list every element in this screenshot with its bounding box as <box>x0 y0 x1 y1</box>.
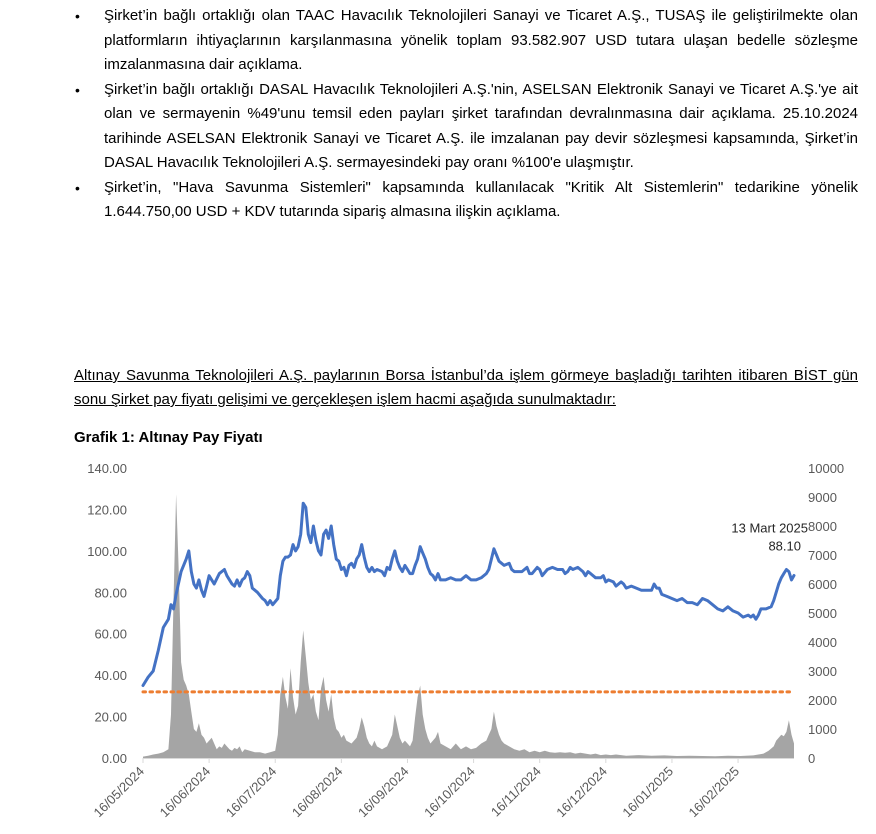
right-tick-label: 8000 <box>808 519 837 534</box>
right-tick-label: 4000 <box>808 635 837 650</box>
price-line <box>143 503 794 685</box>
disclosure-list <box>0 4 876 225</box>
left-tick-label: 60.00 <box>94 626 127 642</box>
left-tick-label: 40.00 <box>94 668 127 684</box>
right-tick-label: 1000 <box>808 722 837 737</box>
left-axis <box>87 461 127 766</box>
right-tick-label: 5000 <box>808 606 837 621</box>
bullet-icon: • <box>75 8 80 24</box>
right-tick-label: 2000 <box>808 693 837 708</box>
x-tick-label: 16/07/2024 <box>222 763 280 821</box>
x-tick-label: 16/08/2024 <box>288 763 346 821</box>
right-tick-label: 6000 <box>808 577 837 592</box>
x-tick-label: 16/10/2024 <box>421 763 478 821</box>
x-tick-label: 16/09/2024 <box>354 763 412 821</box>
chart-title: Grafik 1: Altınay Pay Fiyatı <box>74 429 263 446</box>
right-tick-label: 7000 <box>808 548 837 563</box>
price-volume-chart <box>0 455 876 834</box>
annotation-value: 88.10 <box>768 538 801 554</box>
bullet-icon: • <box>75 81 80 98</box>
x-tick-label: 16/01/2025 <box>619 763 677 821</box>
x-tick-label: 16/11/2024 <box>487 763 544 820</box>
right-tick-label: 9000 <box>808 490 837 505</box>
volume-area <box>143 494 794 758</box>
list-item <box>0 4 876 78</box>
right-tick-label: 0 <box>808 751 816 766</box>
left-tick-label: 80.00 <box>94 585 127 601</box>
disclosure-text: Şirket’in, "Hava Savunma Sistemleri" kapsamında kullanılacak "Kritik Alt Sistemlerin" tedarikine yönelik 1.644.750,00 USD + KDV tutarında sipariş almasına ilişkin açıklama. <box>104 178 858 220</box>
left-tick-label: 140.00 <box>87 461 127 476</box>
x-tick-label: 16/02/2025 <box>685 763 743 821</box>
x-axis <box>90 758 742 820</box>
list-item <box>0 78 876 176</box>
left-tick-label: 100.00 <box>87 543 127 559</box>
chart-intro-text: Altınay Savunma Teknolojileri A.Ş. paylarının Borsa İstanbul’da işlem görmeye başladığı tarihten itibaren BİST gün sonu Şirket pay fiyatı gelişimi ve gerçekleşen işlem hacmi aşağıda sunulmaktadır: <box>74 367 858 408</box>
x-tick-label: 16/05/2024 <box>90 763 148 821</box>
x-tick-label: 16/06/2024 <box>156 763 214 821</box>
disclosure-text: Şirket’in bağlı ortaklığı olan TAAC Havacılık Teknolojileri Sanayi ve Ticaret A.Ş., TUSAŞ ile geliştirilmekte olan platformların ihtiyaçlarının karşılanmasına yönelik toplam 93.582.907 USD tutara ulaşan bedelle sözleşme imzalanmasına dair açıklama. <box>104 7 858 73</box>
disclosure-text: Şirket’in bağlı ortaklığı DASAL Havacılık Teknolojileri A.Ş.'nin, ASELSAN Elektronik Sanayi ve Ticaret A.Ş.'ye ait olan ve sermayenin %49'unu temsil eden payları şirket tarafından devralınmasına dair açıklama. 25.10.2024 tarihinde ASELSAN Elektronik Sanayi ve Ticaret A.Ş. ile imzalanan pay devir sözleşmesi kapsamında, Şirket’in DASAL Havacılık Teknolojileri A.Ş. sermayesindeki pay oranı %100'e ulaşmıştır. <box>104 80 858 171</box>
left-tick-label: 0.00 <box>101 751 127 766</box>
annotation-date: 13 Mart 2025 <box>731 520 808 536</box>
left-tick-label: 20.00 <box>94 709 127 725</box>
x-tick-label: 16/12/2024 <box>553 763 610 821</box>
left-tick-label: 120.00 <box>87 502 127 518</box>
right-tick-label: 10000 <box>808 461 845 476</box>
right-axis <box>808 461 844 766</box>
bullet-icon: • <box>75 179 80 196</box>
right-tick-label: 3000 <box>808 664 837 679</box>
list-item <box>0 176 876 225</box>
